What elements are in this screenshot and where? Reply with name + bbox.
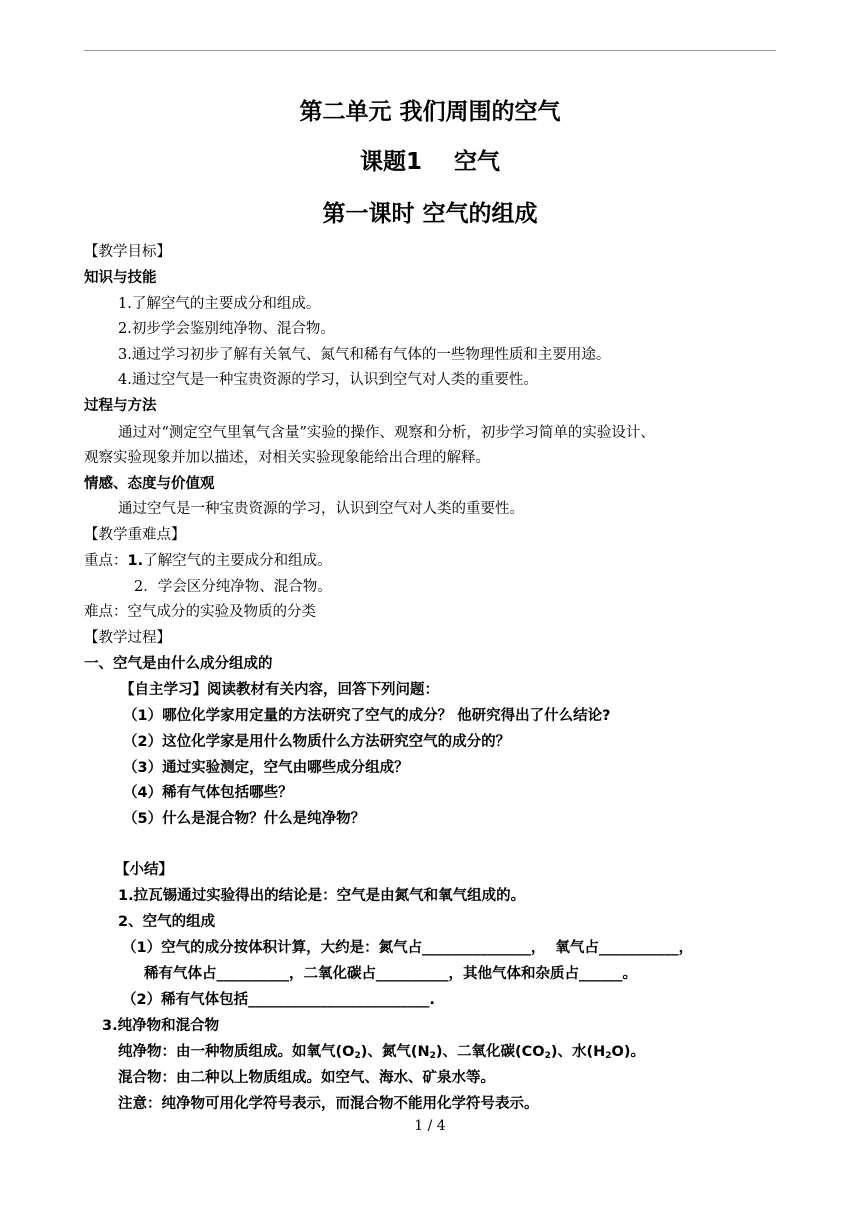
difficulty-heading: 【教学重难点】 <box>84 527 186 543</box>
subscript: 2 <box>544 1051 551 1061</box>
key-point-2: 2．学会区分纯净物、混合物。 <box>134 579 332 595</box>
note: 注意：纯净物可用化学符号表示，而混合物不能用化学符号表示。 <box>118 1096 539 1112</box>
subscript: 2 <box>354 1051 361 1061</box>
key-point <box>84 551 332 571</box>
key-text: 了解空气的主要成分和组成。 <box>143 553 332 569</box>
pure-text: O)。 <box>611 1044 645 1060</box>
summary-point: 3.纯净物和混合物 <box>102 1018 220 1034</box>
composition-line: 稀有气体占__________，二氧化碳占__________，其他气体和杂质占______。 <box>144 966 637 982</box>
unit-title: 第二单元 我们周围的空气 <box>299 99 561 125</box>
attitude-text: 通过空气是一种宝贵资源的学习，认识到空气对人类的重要性。 <box>118 501 524 517</box>
summary-point: 2、空气的组成 <box>118 914 216 930</box>
question: （5）什么是混合物？什么是纯净物？ <box>123 811 366 827</box>
process-method-heading: 过程与方法 <box>84 398 157 414</box>
question: （2）这位化学家是用什么物质什么方法研究空气的成分的？ <box>123 734 511 750</box>
process-method-text: 观察实验现象并加以描述，对相关实验现象能给出合理的解释。 <box>84 450 490 466</box>
pure-text: 纯净物：由一种物质组成。如氧气(O <box>118 1044 355 1060</box>
question: （4）稀有气体包括哪些？ <box>123 785 293 801</box>
key-label: 重点： <box>84 553 128 569</box>
knowledge-item: 1.了解空气的主要成分和组成。 <box>118 296 321 312</box>
knowledge-heading: 知识与技能 <box>84 270 157 286</box>
pure-substance <box>118 1042 645 1066</box>
period-title: 第一课时 空气的组成 <box>322 201 538 227</box>
process-heading: 【教学过程】 <box>84 630 171 646</box>
composition-line: （2）稀有气体包括_________________________. <box>122 992 435 1008</box>
question: （3）通过实验测定，空气由哪些成分组成？ <box>123 760 409 776</box>
composition-line: （1）空气的成分按体积计算，大约是：氮气占_______________， 氧气占___________， <box>122 940 694 956</box>
process-method-text: 通过对“测定空气里氧气含量”实验的操作、观察和分析，初步学习简单的实验设计、 <box>118 425 655 441</box>
lesson-title: 课题1 空气 <box>359 149 501 175</box>
page-number: 1 / 4 <box>414 1118 446 1134</box>
summary-point: 1.拉瓦锡通过实验得出的结论是：空气是由氮气和氧气组成的。 <box>118 888 526 904</box>
subscript: 2 <box>605 1051 612 1061</box>
hard-point: 难点：空气成分的实验及物质的分类 <box>84 604 316 620</box>
mixture: 混合物：由二种以上物质组成。如空气、海水、矿泉水等。 <box>118 1070 495 1086</box>
knowledge-item: 3.通过学习初步了解有关氧气、氮气和稀有气体的一些物理性质和主要用途。 <box>118 347 611 363</box>
header-rule <box>84 50 776 51</box>
attitude-heading: 情感、态度与价值观 <box>84 476 215 492</box>
goals-heading: 【教学目标】 <box>84 244 171 260</box>
key-number: 1. <box>127 553 144 569</box>
pure-text: )、水(H <box>550 1044 606 1060</box>
subscript: 2 <box>429 1051 436 1061</box>
question: （1）哪位化学家用定量的方法研究了空气的成分？ 他研究得出了什么结论? <box>123 708 611 724</box>
pure-text: )、氮气(N <box>360 1044 430 1060</box>
summary-heading: 【小结】 <box>115 862 173 878</box>
pure-text: )、二氧化碳(CO <box>435 1044 545 1060</box>
knowledge-item: 4.通过空气是一种宝贵资源的学习，认识到空气对人类的重要性。 <box>118 372 538 388</box>
section-heading: 一、空气是由什么成分组成的 <box>84 656 273 672</box>
knowledge-item: 2.初步学会鉴别纯净物、混合物。 <box>118 321 335 337</box>
self-study: 【自主学习】阅读教材有关内容，回答下列问题： <box>120 682 439 698</box>
